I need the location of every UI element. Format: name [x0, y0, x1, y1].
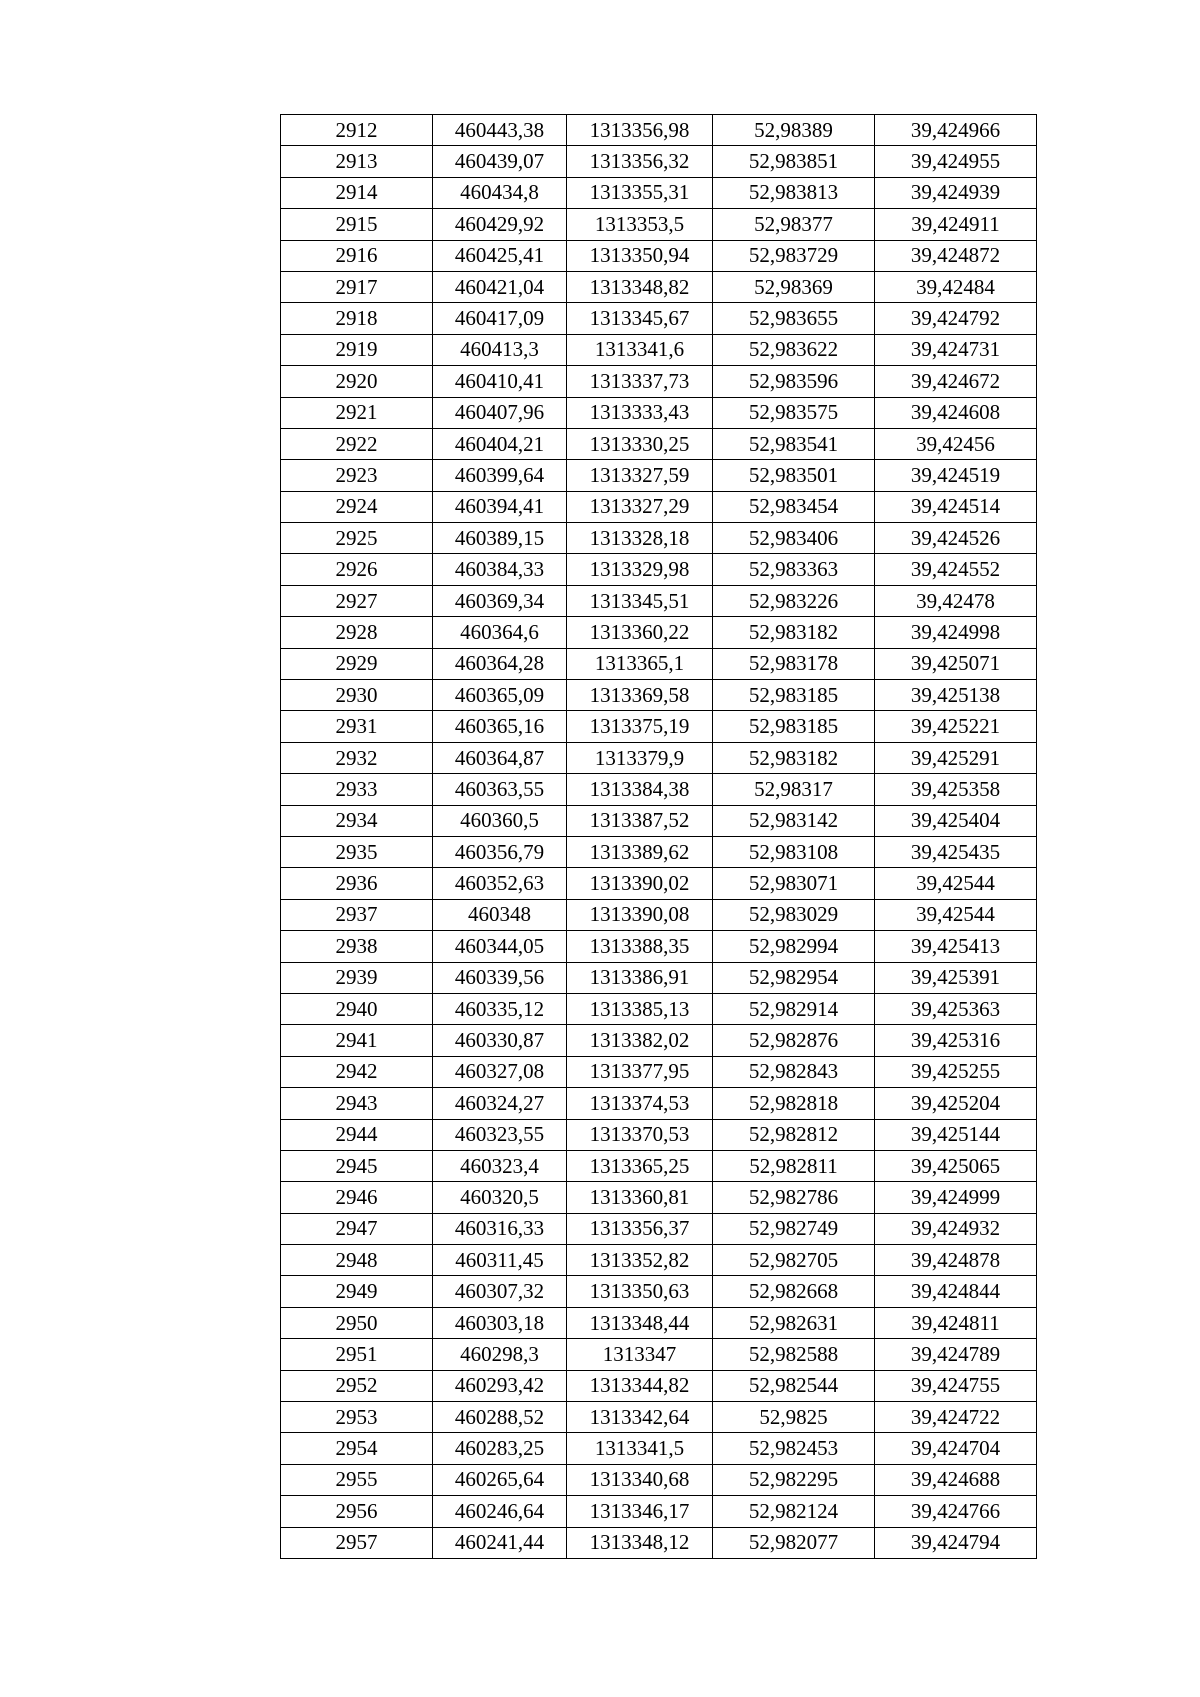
point-number-cell: 2954 [281, 1433, 433, 1464]
longitude-cell: 39,42544 [875, 899, 1037, 930]
y-coordinate-cell: 1313347 [567, 1339, 713, 1370]
longitude-cell: 39,424955 [875, 146, 1037, 177]
longitude-cell: 39,424704 [875, 1433, 1037, 1464]
table-row [281, 836, 1037, 867]
y-coordinate-cell: 1313327,59 [567, 460, 713, 491]
x-coordinate-cell: 460365,09 [433, 680, 567, 711]
latitude-cell: 52,983454 [713, 491, 875, 522]
table-row [281, 1307, 1037, 1338]
x-coordinate-cell: 460265,64 [433, 1464, 567, 1495]
longitude-cell: 39,424999 [875, 1182, 1037, 1213]
y-coordinate-cell: 1313350,94 [567, 240, 713, 271]
latitude-cell: 52,983596 [713, 366, 875, 397]
latitude-cell: 52,982994 [713, 931, 875, 962]
table-row [281, 742, 1037, 773]
point-number-cell: 2916 [281, 240, 433, 271]
table-row [281, 648, 1037, 679]
latitude-cell: 52,982811 [713, 1150, 875, 1181]
point-number-cell: 2931 [281, 711, 433, 742]
table-row [281, 1119, 1037, 1150]
longitude-cell: 39,425071 [875, 648, 1037, 679]
point-number-cell: 2944 [281, 1119, 433, 1150]
x-coordinate-cell: 460429,92 [433, 209, 567, 240]
y-coordinate-cell: 1313374,53 [567, 1088, 713, 1119]
latitude-cell: 52,982668 [713, 1276, 875, 1307]
y-coordinate-cell: 1313345,51 [567, 585, 713, 616]
table-row [281, 209, 1037, 240]
table-row [281, 680, 1037, 711]
latitude-cell: 52,982295 [713, 1464, 875, 1495]
point-number-cell: 2957 [281, 1527, 433, 1558]
table-row [281, 146, 1037, 177]
y-coordinate-cell: 1313389,62 [567, 836, 713, 867]
point-number-cell: 2947 [281, 1213, 433, 1244]
x-coordinate-cell: 460421,04 [433, 271, 567, 302]
longitude-cell: 39,424755 [875, 1370, 1037, 1401]
point-number-cell: 2934 [281, 805, 433, 836]
longitude-cell: 39,425144 [875, 1119, 1037, 1150]
y-coordinate-cell: 1313360,22 [567, 617, 713, 648]
latitude-cell: 52,983185 [713, 711, 875, 742]
latitude-cell: 52,983363 [713, 554, 875, 585]
latitude-cell: 52,983029 [713, 899, 875, 930]
point-number-cell: 2928 [281, 617, 433, 648]
longitude-cell: 39,424966 [875, 115, 1037, 146]
point-number-cell: 2912 [281, 115, 433, 146]
latitude-cell: 52,983851 [713, 146, 875, 177]
longitude-cell: 39,424672 [875, 366, 1037, 397]
latitude-cell: 52,98389 [713, 115, 875, 146]
x-coordinate-cell: 460352,63 [433, 868, 567, 899]
point-number-cell: 2943 [281, 1088, 433, 1119]
longitude-cell: 39,42544 [875, 868, 1037, 899]
longitude-cell: 39,424794 [875, 1527, 1037, 1558]
y-coordinate-cell: 1313352,82 [567, 1245, 713, 1276]
point-number-cell: 2932 [281, 742, 433, 773]
table-row [281, 1496, 1037, 1527]
coordinates-table [280, 114, 1037, 1559]
y-coordinate-cell: 1313342,64 [567, 1402, 713, 1433]
latitude-cell: 52,983226 [713, 585, 875, 616]
x-coordinate-cell: 460410,41 [433, 366, 567, 397]
x-coordinate-cell: 460364,87 [433, 742, 567, 773]
longitude-cell: 39,424878 [875, 1245, 1037, 1276]
longitude-cell: 39,425391 [875, 962, 1037, 993]
point-number-cell: 2953 [281, 1402, 433, 1433]
x-coordinate-cell: 460364,6 [433, 617, 567, 648]
table-row [281, 1150, 1037, 1181]
longitude-cell: 39,424552 [875, 554, 1037, 585]
x-coordinate-cell: 460293,42 [433, 1370, 567, 1401]
y-coordinate-cell: 1313344,82 [567, 1370, 713, 1401]
longitude-cell: 39,42484 [875, 271, 1037, 302]
point-number-cell: 2921 [281, 397, 433, 428]
y-coordinate-cell: 1313382,02 [567, 1025, 713, 1056]
longitude-cell: 39,424939 [875, 177, 1037, 208]
x-coordinate-cell: 460327,08 [433, 1056, 567, 1087]
latitude-cell: 52,982914 [713, 993, 875, 1024]
table-row [281, 271, 1037, 302]
y-coordinate-cell: 1313375,19 [567, 711, 713, 742]
point-number-cell: 2935 [281, 836, 433, 867]
latitude-cell: 52,983142 [713, 805, 875, 836]
latitude-cell: 52,983501 [713, 460, 875, 491]
x-coordinate-cell: 460348 [433, 899, 567, 930]
table-row [281, 899, 1037, 930]
latitude-cell: 52,98369 [713, 271, 875, 302]
longitude-cell: 39,425316 [875, 1025, 1037, 1056]
table-row [281, 962, 1037, 993]
y-coordinate-cell: 1313329,98 [567, 554, 713, 585]
point-number-cell: 2924 [281, 491, 433, 522]
x-coordinate-cell: 460439,07 [433, 146, 567, 177]
latitude-cell: 52,982954 [713, 962, 875, 993]
point-number-cell: 2926 [281, 554, 433, 585]
point-number-cell: 2937 [281, 899, 433, 930]
table-row [281, 460, 1037, 491]
longitude-cell: 39,425138 [875, 680, 1037, 711]
y-coordinate-cell: 1313340,68 [567, 1464, 713, 1495]
y-coordinate-cell: 1313330,25 [567, 428, 713, 459]
y-coordinate-cell: 1313348,82 [567, 271, 713, 302]
x-coordinate-cell: 460303,18 [433, 1307, 567, 1338]
x-coordinate-cell: 460443,38 [433, 115, 567, 146]
table-row [281, 1464, 1037, 1495]
table-row [281, 1182, 1037, 1213]
point-number-cell: 2945 [281, 1150, 433, 1181]
table-row [281, 366, 1037, 397]
x-coordinate-cell: 460311,45 [433, 1245, 567, 1276]
y-coordinate-cell: 1313348,44 [567, 1307, 713, 1338]
longitude-cell: 39,425065 [875, 1150, 1037, 1181]
x-coordinate-cell: 460394,41 [433, 491, 567, 522]
table-row [281, 1339, 1037, 1370]
latitude-cell: 52,983729 [713, 240, 875, 271]
longitude-cell: 39,424872 [875, 240, 1037, 271]
longitude-cell: 39,425363 [875, 993, 1037, 1024]
point-number-cell: 2918 [281, 303, 433, 334]
latitude-cell: 52,982588 [713, 1339, 875, 1370]
longitude-cell: 39,425291 [875, 742, 1037, 773]
table-row [281, 1276, 1037, 1307]
x-coordinate-cell: 460404,21 [433, 428, 567, 459]
table-row [281, 1433, 1037, 1464]
y-coordinate-cell: 1313327,29 [567, 491, 713, 522]
latitude-cell: 52,983071 [713, 868, 875, 899]
latitude-cell: 52,982812 [713, 1119, 875, 1150]
longitude-cell: 39,424519 [875, 460, 1037, 491]
table-row [281, 993, 1037, 1024]
x-coordinate-cell: 460363,55 [433, 774, 567, 805]
latitude-cell: 52,983108 [713, 836, 875, 867]
y-coordinate-cell: 1313346,17 [567, 1496, 713, 1527]
longitude-cell: 39,42478 [875, 585, 1037, 616]
point-number-cell: 2948 [281, 1245, 433, 1276]
longitude-cell: 39,424514 [875, 491, 1037, 522]
longitude-cell: 39,424766 [875, 1496, 1037, 1527]
table-row [281, 115, 1037, 146]
x-coordinate-cell: 460298,3 [433, 1339, 567, 1370]
y-coordinate-cell: 1313353,5 [567, 209, 713, 240]
y-coordinate-cell: 1313387,52 [567, 805, 713, 836]
latitude-cell: 52,983406 [713, 523, 875, 554]
table-row [281, 617, 1037, 648]
table-row [281, 1213, 1037, 1244]
point-number-cell: 2917 [281, 271, 433, 302]
table-row [281, 1088, 1037, 1119]
table-row [281, 303, 1037, 334]
latitude-cell: 52,983541 [713, 428, 875, 459]
longitude-cell: 39,424811 [875, 1307, 1037, 1338]
x-coordinate-cell: 460360,5 [433, 805, 567, 836]
longitude-cell: 39,424789 [875, 1339, 1037, 1370]
y-coordinate-cell: 1313377,95 [567, 1056, 713, 1087]
x-coordinate-cell: 460364,28 [433, 648, 567, 679]
table-row [281, 428, 1037, 459]
y-coordinate-cell: 1313345,67 [567, 303, 713, 334]
table-row [281, 711, 1037, 742]
y-coordinate-cell: 1313341,5 [567, 1433, 713, 1464]
point-number-cell: 2922 [281, 428, 433, 459]
x-coordinate-cell: 460356,79 [433, 836, 567, 867]
x-coordinate-cell: 460316,33 [433, 1213, 567, 1244]
longitude-cell: 39,42456 [875, 428, 1037, 459]
point-number-cell: 2940 [281, 993, 433, 1024]
longitude-cell: 39,425255 [875, 1056, 1037, 1087]
longitude-cell: 39,425204 [875, 1088, 1037, 1119]
point-number-cell: 2915 [281, 209, 433, 240]
point-number-cell: 2949 [281, 1276, 433, 1307]
y-coordinate-cell: 1313365,25 [567, 1150, 713, 1181]
y-coordinate-cell: 1313356,98 [567, 115, 713, 146]
x-coordinate-cell: 460384,33 [433, 554, 567, 585]
x-coordinate-cell: 460389,15 [433, 523, 567, 554]
longitude-cell: 39,425358 [875, 774, 1037, 805]
table-row [281, 397, 1037, 428]
latitude-cell: 52,982453 [713, 1433, 875, 1464]
y-coordinate-cell: 1313370,53 [567, 1119, 713, 1150]
table-row [281, 1056, 1037, 1087]
longitude-cell: 39,424608 [875, 397, 1037, 428]
longitude-cell: 39,425221 [875, 711, 1037, 742]
x-coordinate-cell: 460434,8 [433, 177, 567, 208]
longitude-cell: 39,424792 [875, 303, 1037, 334]
point-number-cell: 2923 [281, 460, 433, 491]
table-row [281, 491, 1037, 522]
longitude-cell: 39,424526 [875, 523, 1037, 554]
table-row [281, 554, 1037, 585]
point-number-cell: 2956 [281, 1496, 433, 1527]
latitude-cell: 52,982818 [713, 1088, 875, 1119]
longitude-cell: 39,424911 [875, 209, 1037, 240]
longitude-cell: 39,424998 [875, 617, 1037, 648]
latitude-cell: 52,982631 [713, 1307, 875, 1338]
point-number-cell: 2919 [281, 334, 433, 365]
latitude-cell: 52,983655 [713, 303, 875, 334]
table-row [281, 585, 1037, 616]
point-number-cell: 2929 [281, 648, 433, 679]
table-row [281, 805, 1037, 836]
table-row [281, 334, 1037, 365]
point-number-cell: 2951 [281, 1339, 433, 1370]
y-coordinate-cell: 1313390,08 [567, 899, 713, 930]
point-number-cell: 2933 [281, 774, 433, 805]
y-coordinate-cell: 1313355,31 [567, 177, 713, 208]
table-row [281, 868, 1037, 899]
latitude-cell: 52,982077 [713, 1527, 875, 1558]
point-number-cell: 2941 [281, 1025, 433, 1056]
x-coordinate-cell: 460369,34 [433, 585, 567, 616]
table-row [281, 1370, 1037, 1401]
latitude-cell: 52,983185 [713, 680, 875, 711]
point-number-cell: 2920 [281, 366, 433, 397]
table-row [281, 523, 1037, 554]
y-coordinate-cell: 1313384,38 [567, 774, 713, 805]
latitude-cell: 52,983813 [713, 177, 875, 208]
x-coordinate-cell: 460246,64 [433, 1496, 567, 1527]
x-coordinate-cell: 460241,44 [433, 1527, 567, 1558]
point-number-cell: 2913 [281, 146, 433, 177]
longitude-cell: 39,425404 [875, 805, 1037, 836]
x-coordinate-cell: 460407,96 [433, 397, 567, 428]
point-number-cell: 2950 [281, 1307, 433, 1338]
latitude-cell: 52,983622 [713, 334, 875, 365]
latitude-cell: 52,983178 [713, 648, 875, 679]
y-coordinate-cell: 1313348,12 [567, 1527, 713, 1558]
latitude-cell: 52,982876 [713, 1025, 875, 1056]
table-row [281, 1402, 1037, 1433]
longitude-cell: 39,424844 [875, 1276, 1037, 1307]
y-coordinate-cell: 1313341,6 [567, 334, 713, 365]
y-coordinate-cell: 1313386,91 [567, 962, 713, 993]
latitude-cell: 52,983182 [713, 742, 875, 773]
table-row [281, 1025, 1037, 1056]
x-coordinate-cell: 460344,05 [433, 931, 567, 962]
x-coordinate-cell: 460320,5 [433, 1182, 567, 1213]
latitude-cell: 52,983575 [713, 397, 875, 428]
table-row [281, 240, 1037, 271]
point-number-cell: 2927 [281, 585, 433, 616]
latitude-cell: 52,98377 [713, 209, 875, 240]
latitude-cell: 52,982843 [713, 1056, 875, 1087]
x-coordinate-cell: 460283,25 [433, 1433, 567, 1464]
x-coordinate-cell: 460413,3 [433, 334, 567, 365]
longitude-cell: 39,425413 [875, 931, 1037, 962]
point-number-cell: 2925 [281, 523, 433, 554]
y-coordinate-cell: 1313333,43 [567, 397, 713, 428]
longitude-cell: 39,424688 [875, 1464, 1037, 1495]
table-row [281, 177, 1037, 208]
y-coordinate-cell: 1313365,1 [567, 648, 713, 679]
point-number-cell: 2952 [281, 1370, 433, 1401]
y-coordinate-cell: 1313390,02 [567, 868, 713, 899]
latitude-cell: 52,982786 [713, 1182, 875, 1213]
y-coordinate-cell: 1313385,13 [567, 993, 713, 1024]
coordinates-table-body [281, 115, 1037, 1559]
point-number-cell: 2936 [281, 868, 433, 899]
point-number-cell: 2946 [281, 1182, 433, 1213]
x-coordinate-cell: 460417,09 [433, 303, 567, 334]
x-coordinate-cell: 460399,64 [433, 460, 567, 491]
point-number-cell: 2938 [281, 931, 433, 962]
y-coordinate-cell: 1313360,81 [567, 1182, 713, 1213]
x-coordinate-cell: 460324,27 [433, 1088, 567, 1119]
point-number-cell: 2942 [281, 1056, 433, 1087]
x-coordinate-cell: 460307,32 [433, 1276, 567, 1307]
latitude-cell: 52,982705 [713, 1245, 875, 1276]
latitude-cell: 52,98317 [713, 774, 875, 805]
table-row [281, 774, 1037, 805]
x-coordinate-cell: 460323,4 [433, 1150, 567, 1181]
y-coordinate-cell: 1313337,73 [567, 366, 713, 397]
x-coordinate-cell: 460339,56 [433, 962, 567, 993]
y-coordinate-cell: 1313369,58 [567, 680, 713, 711]
x-coordinate-cell: 460288,52 [433, 1402, 567, 1433]
x-coordinate-cell: 460365,16 [433, 711, 567, 742]
x-coordinate-cell: 460425,41 [433, 240, 567, 271]
longitude-cell: 39,424722 [875, 1402, 1037, 1433]
y-coordinate-cell: 1313350,63 [567, 1276, 713, 1307]
y-coordinate-cell: 1313356,32 [567, 146, 713, 177]
table-row [281, 1245, 1037, 1276]
x-coordinate-cell: 460335,12 [433, 993, 567, 1024]
longitude-cell: 39,424932 [875, 1213, 1037, 1244]
latitude-cell: 52,982124 [713, 1496, 875, 1527]
point-number-cell: 2955 [281, 1464, 433, 1495]
point-number-cell: 2939 [281, 962, 433, 993]
y-coordinate-cell: 1313379,9 [567, 742, 713, 773]
latitude-cell: 52,983182 [713, 617, 875, 648]
table-row [281, 931, 1037, 962]
y-coordinate-cell: 1313328,18 [567, 523, 713, 554]
point-number-cell: 2930 [281, 680, 433, 711]
latitude-cell: 52,9825 [713, 1402, 875, 1433]
longitude-cell: 39,425435 [875, 836, 1037, 867]
latitude-cell: 52,982749 [713, 1213, 875, 1244]
y-coordinate-cell: 1313356,37 [567, 1213, 713, 1244]
latitude-cell: 52,982544 [713, 1370, 875, 1401]
x-coordinate-cell: 460323,55 [433, 1119, 567, 1150]
table-row [281, 1527, 1037, 1558]
point-number-cell: 2914 [281, 177, 433, 208]
longitude-cell: 39,424731 [875, 334, 1037, 365]
x-coordinate-cell: 460330,87 [433, 1025, 567, 1056]
y-coordinate-cell: 1313388,35 [567, 931, 713, 962]
